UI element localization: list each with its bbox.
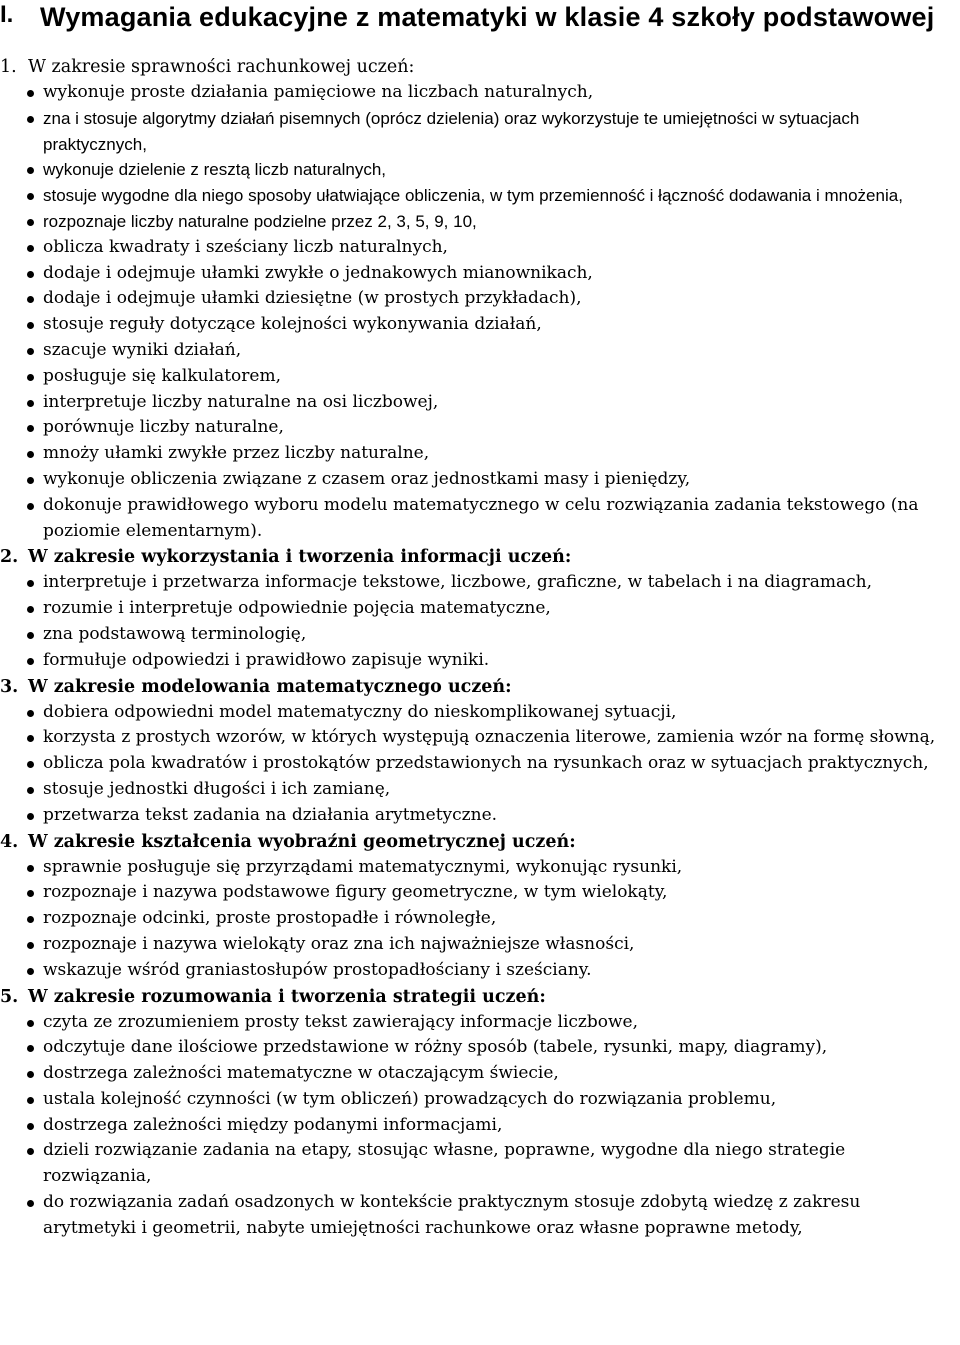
list-item-text: wykonuje dzielenie z resztą liczb naturalnych, <box>43 160 387 180</box>
bullet-icon <box>27 193 34 200</box>
list-item-text: dobiera odpowiedni model matematyczny do nieskomplikowanej sytuacji, <box>43 701 677 722</box>
list-item-text: dostrzega zależności między podanymi informacjami, <box>43 1114 503 1135</box>
list-item-text: oblicza pola kwadratów i prostokątów przedstawionych na rysunkach oraz w sytuacjach praktycznych, <box>43 753 929 774</box>
list-item-text: odczytuje dane ilościowe przedstawione w różny sposób (tabele, rysunki, mapy, diagramy), <box>43 1037 828 1058</box>
list-item-text: zna i stosuje algorytmy działań pisemnych (oprócz dzielenia) oraz wykorzystuje te umiejętności w sytuacjach praktycznych, <box>43 108 860 154</box>
list-item <box>0 906 960 932</box>
bullet-icon <box>27 348 34 355</box>
bullet-icon <box>27 400 34 407</box>
bullet-icon <box>27 90 34 97</box>
list-item <box>0 183 960 209</box>
bullet-icon <box>27 116 34 123</box>
list-item <box>0 312 960 338</box>
section-heading <box>0 544 960 570</box>
list-item <box>0 855 960 881</box>
list-item-text: korzysta z prostych wzorów, w których występują oznaczenia literowe, zamienia wzór na formę słowną, <box>43 727 936 748</box>
bullet-icon <box>27 865 34 872</box>
list-item-text: sprawnie posługuje się przyrządami matematycznymi, wykonując rysunki, <box>43 856 683 877</box>
bullet-icon <box>27 219 34 226</box>
title-number: I. <box>0 1 14 28</box>
list-item-text: porównuje liczby naturalne, <box>43 417 284 438</box>
bullet-icon <box>27 425 34 432</box>
bullet-icon <box>27 1071 34 1078</box>
section-2 <box>0 544 960 673</box>
bullet-icon <box>27 606 34 613</box>
bullet-icon <box>27 658 34 665</box>
bullet-icon <box>27 1200 34 1207</box>
list-item <box>0 80 960 106</box>
section-title: W zakresie rozumowania i tworzenia strategii uczeń: <box>28 986 546 1007</box>
list-item <box>0 209 960 235</box>
list-item-text: oblicza kwadraty i sześciany liczb naturalnych, <box>43 236 448 257</box>
list-item <box>0 441 960 467</box>
section-heading <box>0 984 960 1010</box>
bullet-icon <box>27 503 34 510</box>
list-item <box>0 1113 960 1139</box>
list-item-text: rozpoznaje odcinki, proste prostopadłe i równoległe, <box>43 908 497 929</box>
section-heading <box>0 54 960 80</box>
list-item-text: rozumie i interpretuje odpowiednie pojęcia matematyczne, <box>43 598 551 619</box>
list-item-text: posługuje się kalkulatorem, <box>43 365 281 386</box>
bullet-icon <box>27 296 34 303</box>
list-item <box>0 493 960 545</box>
list-item <box>0 467 960 493</box>
bullet-icon <box>27 710 34 717</box>
bullet-icon <box>27 167 34 174</box>
bullet-icon <box>27 787 34 794</box>
list-item <box>0 235 960 261</box>
list-item-text: dokonuje prawidłowego wyboru modelu matematycznego w celu rozwiązania zadania tekstowego (na poziomie elementarnym). <box>43 494 919 541</box>
list-item-text: stosuje wygodne dla niego sposoby ułatwiające obliczenia, w tym przemienność i łączność dodawania i mnożenia, <box>43 186 903 206</box>
bullet-icon <box>27 580 34 587</box>
list-item <box>0 286 960 312</box>
list-item <box>0 157 960 183</box>
bullet-icon <box>27 942 34 949</box>
list-item-text: interpretuje liczby naturalne na osi liczbowej, <box>43 391 439 412</box>
list-item <box>0 958 960 984</box>
section-heading <box>0 674 960 700</box>
list-item-text: przetwarza tekst zadania na działania arytmetyczne. <box>43 804 498 825</box>
title-text: Wymagania edukacyjne z matematyki w klasie 4 szkoły podstawowej <box>40 2 935 32</box>
list-item <box>0 1010 960 1036</box>
bullet-icon <box>27 245 34 252</box>
requirement-list <box>0 570 960 673</box>
list-item <box>0 261 960 287</box>
bullet-icon <box>27 890 34 897</box>
list-item <box>0 932 960 958</box>
bullet-icon <box>27 1097 34 1104</box>
section-number: 4. <box>0 831 19 852</box>
bullet-icon <box>27 451 34 458</box>
bullet-icon <box>27 271 34 278</box>
section-title: W zakresie sprawności rachunkowej uczeń: <box>28 57 415 77</box>
list-item <box>0 725 960 751</box>
section-3 <box>0 674 960 829</box>
requirement-list <box>0 700 960 829</box>
list-item <box>0 803 960 829</box>
list-item-text: stosuje reguły dotyczące kolejności wykonywania działań, <box>43 314 542 335</box>
list-item <box>0 777 960 803</box>
list-item <box>0 622 960 648</box>
list-item <box>0 648 960 674</box>
section-5 <box>0 984 960 1242</box>
list-item-text: czyta ze zrozumieniem prosty tekst zawierający informacje liczbowe, <box>43 1011 639 1032</box>
list-item-text: do rozwiązania zadań osadzonych w kontekście praktycznym stosuje zdobytą wiedzę z zakresu arytmetyki i geometrii, nabyte umiejętności rachunkowe oraz własne poprawne metody, <box>43 1192 861 1238</box>
list-item-text: ustala kolejność czynności (w tym obliczeń) prowadzących do rozwiązania problemu, <box>43 1088 777 1109</box>
list-item <box>0 751 960 777</box>
list-item <box>0 880 960 906</box>
list-item-text: wykonuje proste działania pamięciowe na liczbach naturalnych, <box>43 82 594 102</box>
requirements-sections <box>0 54 960 1242</box>
list-item-text: zna podstawową terminologię, <box>43 623 307 644</box>
list-item <box>0 1087 960 1113</box>
bullet-icon <box>27 916 34 923</box>
list-item <box>0 1190 960 1242</box>
section-title: W zakresie kształcenia wyobraźni geometrycznej uczeń: <box>28 831 576 852</box>
list-item <box>0 570 960 596</box>
list-item-text: interpretuje i przetwarza informacje tekstowe, liczbowe, graficzne, w tabelach i na diagramach, <box>43 572 872 593</box>
section-number: 1. <box>0 57 17 77</box>
list-item-text: stosuje jednostki długości i ich zamianę, <box>43 778 391 799</box>
list-item <box>0 106 960 158</box>
bullet-icon <box>27 1020 34 1027</box>
bullet-icon <box>27 374 34 381</box>
section-title: W zakresie wykorzystania i tworzenia informacji uczeń: <box>28 547 572 568</box>
list-item-text: szacuje wyniki działań, <box>43 339 242 360</box>
requirement-list <box>0 855 960 984</box>
document-title <box>0 0 960 34</box>
bullet-icon <box>27 477 34 484</box>
section-heading <box>0 829 960 855</box>
list-item <box>0 596 960 622</box>
list-item-text: dzieli rozwiązanie zadania na etapy, stosując własne, poprawne, wygodne dla niego strategie rozwiązania, <box>43 1140 846 1187</box>
requirement-list <box>0 80 960 544</box>
list-item-text: dodaje i odejmuje ułamki zwykłe o jednakowych mianownikach, <box>43 262 593 283</box>
list-item-text: wskazuje wśród graniastosłupów prostopadłościany i sześciany. <box>43 959 592 980</box>
section-title: W zakresie modelowania matematycznego uczeń: <box>28 676 512 697</box>
list-item-text: rozpoznaje i nazywa wielokąty oraz zna ich najważniejsze własności, <box>43 933 635 954</box>
section-number: 3. <box>0 676 19 697</box>
bullet-icon <box>27 1148 34 1155</box>
bullet-icon <box>27 1045 34 1052</box>
list-item-text: dodaje i odejmuje ułamki dziesiętne (w prostych przykładach), <box>43 288 582 309</box>
list-item-text: rozpoznaje liczby naturalne podzielne przez 2, 3, 5, 9, 10, <box>43 211 477 231</box>
list-item-text: dostrzega zależności matematyczne w otaczającym świecie, <box>43 1063 559 1084</box>
list-item <box>0 415 960 441</box>
list-item <box>0 364 960 390</box>
section-number: 5. <box>0 986 19 1007</box>
bullet-icon <box>27 632 34 639</box>
requirement-list <box>0 1010 960 1242</box>
bullet-icon <box>27 813 34 820</box>
bullet-icon <box>27 1123 34 1130</box>
bullet-icon <box>27 761 34 768</box>
list-item <box>0 700 960 726</box>
list-item <box>0 338 960 364</box>
bullet-icon <box>27 968 34 975</box>
list-item-text: formułuje odpowiedzi i prawidłowo zapisuje wyniki. <box>43 649 490 670</box>
section-1 <box>0 54 960 544</box>
list-item-text: wykonuje obliczenia związane z czasem oraz jednostkami masy i pieniędzy, <box>43 468 691 489</box>
section-4 <box>0 829 960 984</box>
list-item <box>0 1035 960 1061</box>
section-number: 2. <box>0 547 19 568</box>
list-item <box>0 390 960 416</box>
list-item <box>0 1061 960 1087</box>
bullet-icon <box>27 322 34 329</box>
list-item <box>0 1138 960 1190</box>
list-item-text: rozpoznaje i nazywa podstawowe figury geometryczne, w tym wielokąty, <box>43 882 668 903</box>
list-item-text: mnoży ułamki zwykłe przez liczby naturalne, <box>43 443 430 464</box>
bullet-icon <box>27 735 34 742</box>
